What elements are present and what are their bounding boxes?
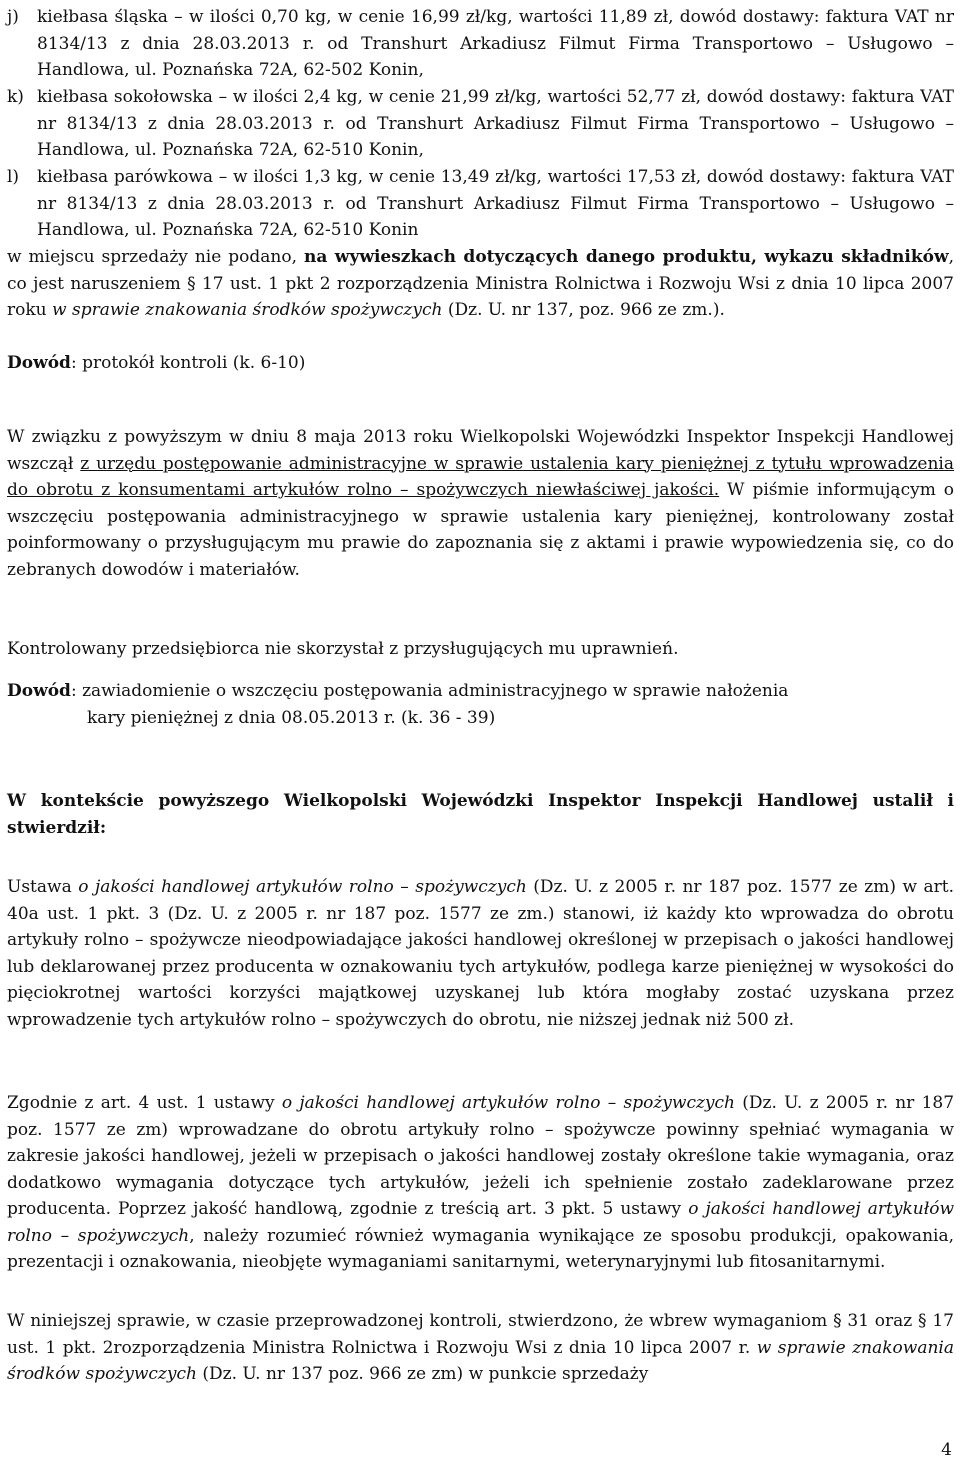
italic-title: w sprawie znakowania środków spożywczych: [7, 1337, 955, 1384]
evidence-line: Dowód: zawiadomienie o wszczęciu postępowania administracyjnego w sprawie nałożenia kary pieniężnej z dnia 08.05.2013 r. (k. 36 - 39): [7, 681, 789, 728]
list-item: [7, 4, 954, 84]
violation-paragraph: w miejscu sprzedaży nie podano, na wywieszkach dotyczących danego produktu, wykazu składników, co jest naruszeniem § 17 ust. 1 pkt 2 rozporządzenia Ministra Rolnictwa i Rozwoju Wsi z dnia 10 lipca 2007 roku w sprawie znakowania środków spożywczych (Dz. U. nr 137, poz. 966 ze zm.).: [7, 247, 954, 320]
list-item-text: kiełbasa sokołowska – w ilości 2,4 kg, w cenie 21,99 zł/kg, wartości 52,77 zł, dowód dostawy: faktura VAT nr 8134/13 z dnia 28.03.2013 r. od Transhurt Arkadiusz Filmut Firma Transportowo – Usługowo – Handlowa, ul. Poznańska 72A, 62-510 Konin,: [37, 87, 954, 160]
page-number: 4: [941, 1440, 952, 1460]
law-paragraph: Ustawa o jakości handlowej artykułów rolno – spożywczych (Dz. U. z 2005 r. nr 187 poz. 1577 ze zm) w art. 40a ust. 1 pkt. 3 (Dz. U. z 2005 r. nr 187 poz. 1577 ze zm.) stanowi, iż każdy kto wprowadza do obrotu artykuły rolno – spożywcze nieodpowiadające jakości handlowej określonej w przepisach o jakości handlowej lub deklarowanej przez producenta w oznakowaniu tych artykułów, podlega karze pieniężnej w wysokości do pięciokrotnej wartości korzyści majątkowej uzyskanej lub która mogłaby zostać uzyskana przez wprowadzenie tych artykułów rolno – spożywczych do obrotu, nie niższej jednak niż 500 zł.: [7, 877, 955, 1030]
finding-paragraph: W niniejszej sprawie, w czasie przeprowadzonej kontroli, stwierdzono, że wbrew wymaganiom § 31 oraz § 17 ust. 1 pkt. 2rozporządzenia Ministra Rolnictwa i Rozwoju Wsi z dnia 10 lipca 2007 r. w sprawie znakowania środków spożywczych (Dz. U. nr 137 poz. 966 ze zm) w punkcie sprzedaży: [7, 1311, 955, 1384]
underlined-phrase: z urzędu postępowanie administracyjne w sprawie ustalenia kary pieniężnej z tytułu wprowadzenia do obrotu z konsumentami artykułów rolno – spożywczych niewłaściwej jakości.: [7, 453, 954, 500]
italic-title: o jakości handlowej artykułów rolno – spożywczych: [7, 1199, 954, 1246]
bold-phrase: na wywieszkach dotyczących danego produktu, wykazu składników: [303, 247, 949, 267]
list-item-label: j): [7, 7, 19, 27]
list-item-label: k): [7, 87, 24, 107]
italic-title: w sprawie znakowania środków spożywczych: [52, 300, 443, 320]
list-item: [7, 84, 954, 164]
italic-title: o jakości handlowej artykułów rolno – spożywczych: [281, 1093, 735, 1113]
evidence-label: Dowód: [7, 681, 71, 701]
proceedings-paragraph: W związku z powyższym w dniu 8 maja 2013 roku Wielkopolski Wojewódzki Inspektor Inspekcji Handlowej wszczął z urzędu postępowanie administracyjne w sprawie ustalenia kary pieniężnej z tytułu wprowadzenia do obrotu z konsumentami artykułów rolno – spożywczych niewłaściwej jakości. W piśmie informującym o wszczęciu postępowania administracyjnego w sprawie ustalenia kary pieniężnej, kontrolowany został poinformowany o przysługującym mu prawie do zapoznania się z aktami i prawie wypowiedzenia się, co do zebranych dowodów i materiałów.: [7, 427, 954, 580]
list-item-label: l): [7, 167, 20, 187]
list-item: [7, 164, 954, 244]
evidence-label: Dowód: [7, 353, 71, 373]
list-item-text: kiełbasa parówkowa – w ilości 1,3 kg, w cenie 13,49 zł/kg, wartości 17,53 zł, dowód dostawy: faktura VAT nr 8134/13 z dnia 28.03.2013 r. od Transhurt Arkadiusz Filmut Firma Transportowo – Usługowo – Handlowa, ul. Poznańska 72A, 62-510 Konin: [37, 167, 954, 240]
section-heading: W kontekście powyższego Wielkopolski Wojewódzki Inspektor Inspekcji Handlowej ustalił i stwierdził:: [7, 791, 954, 838]
list-item-text: kiełbasa śląska – w ilości 0,70 kg, w cenie 16,99 zł/kg, wartości 11,89 zł, dowód dostawy: faktura VAT nr 8134/13 z dnia 28.03.2013 r. od Transhurt Arkadiusz Filmut Firma Transportowo – Usługowo – Handlowa, ul. Poznańska 72A, 62-502 Konin,: [37, 7, 954, 80]
quality-paragraph: Zgodnie z art. 4 ust. 1 ustawy o jakości handlowej artykułów rolno – spożywczych (Dz. U. z 2005 r. nr 187 poz. 1577 ze zm) wprowadzane do obrotu artykuły rolno – spożywcze powinny spełniać wymagania w zakresie jakości handlowej, jeżeli w przepisach o jakości handlowej zostały określone takie wymagania, oraz dodatkowo wymagania dotyczące tych artykułów, jeżeli ich spełnienie zostało zadeklarowane przez producenta. Poprzez jakość handlową, zgodnie z treścią art. 3 pkt. 5 ustawy o jakości handlowej artykułów rolno – spożywczych, należy rozumieć również wymagania wynikające ze sposobu produkcji, opakowania, prezentacji i oznakowania, nieobjęte wymaganiami sanitarnymi, weterynaryjnymi lub fitosanitarnymi.: [7, 1093, 955, 1272]
rights-paragraph: Kontrolowany przedsiębiorca nie skorzystał z przysługujących mu uprawnień.: [7, 639, 679, 659]
evidence-line: Dowód: protokół kontroli (k. 6-10): [7, 353, 306, 373]
italic-title: o jakości handlowej artykułów rolno – spożywczych: [78, 877, 527, 897]
